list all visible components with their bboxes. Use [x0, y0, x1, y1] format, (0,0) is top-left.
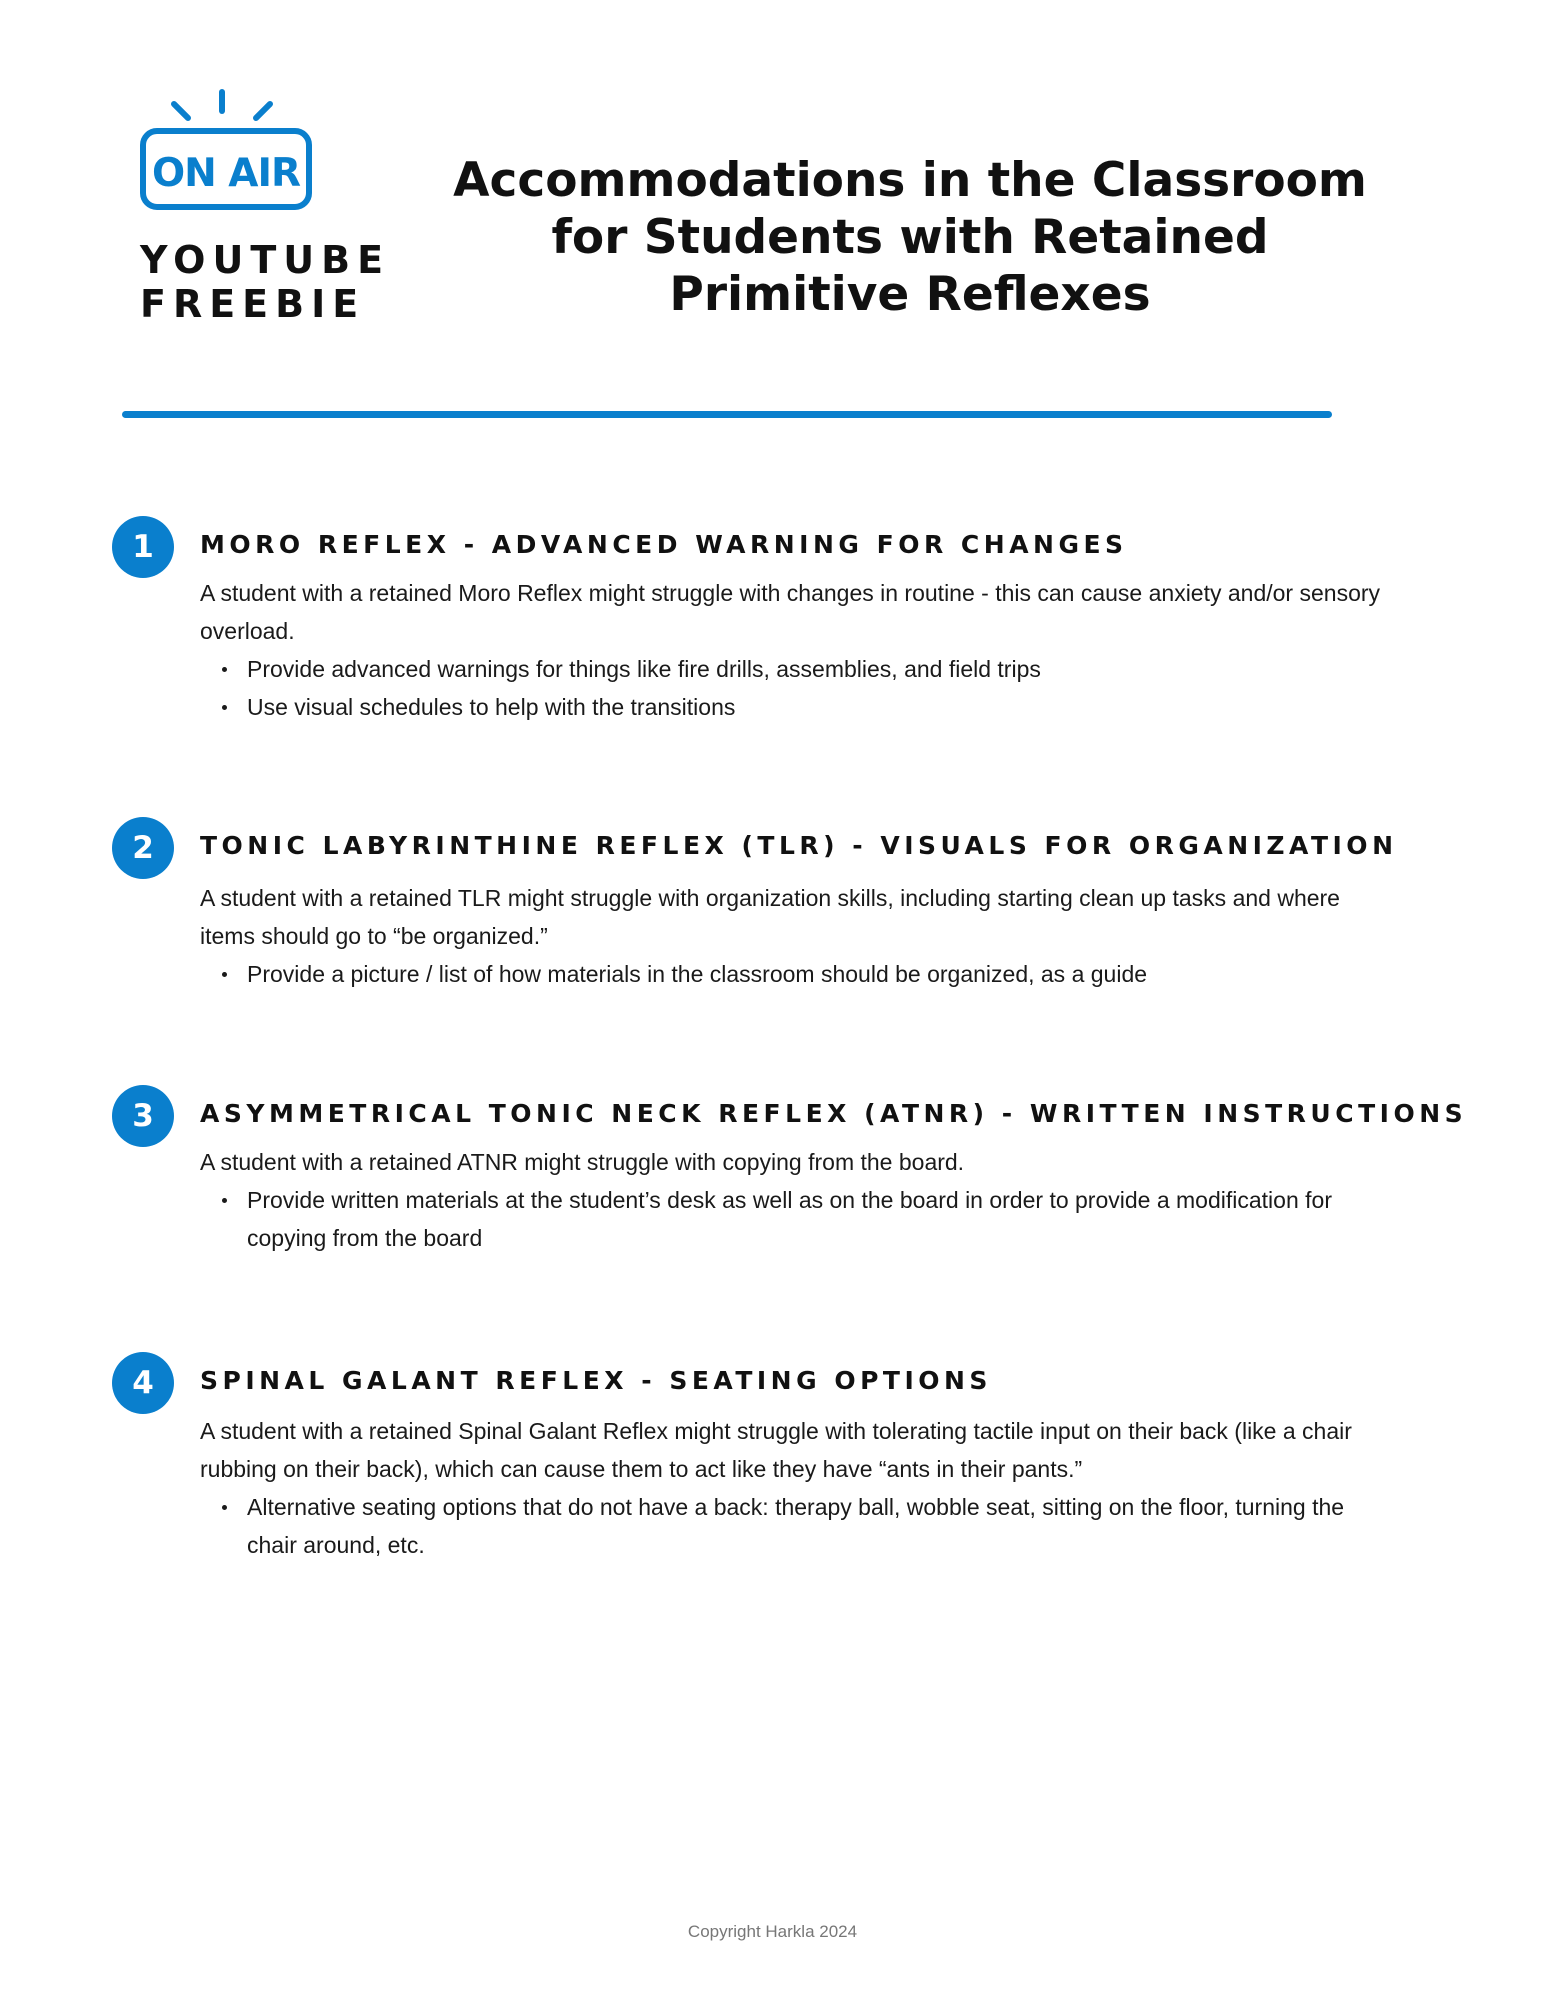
- section-body: [200, 1143, 1400, 1257]
- logo-line-freebie: FREEBIE: [140, 282, 366, 326]
- section-number-badge: 3: [112, 1085, 174, 1147]
- section-heading: MORO REFLEX - ADVANCED WARNING FOR CHANGES: [200, 530, 1128, 559]
- title-line-3: Primitive Reflexes: [669, 267, 1151, 322]
- logo-caption: [140, 238, 390, 326]
- section-paragraph: A student with a retained Spinal Galant Reflex might struggle with tolerating tactile input on their back (like a chair rubbing on their back), which can cause them to act like they have “ants in their pants.”: [200, 1418, 1352, 1482]
- section-number-badge: 4: [112, 1352, 174, 1414]
- on-air-sign-icon: [140, 90, 320, 220]
- title-line-1: Accommodations in the Classroom: [453, 153, 1367, 208]
- bullet-item: Provide a picture / list of how materials in the classroom should be organized, as a guide: [247, 955, 1400, 993]
- section-bullet-list: [200, 650, 1400, 726]
- section-number-badge: 2: [112, 817, 174, 879]
- bullet-item: Provide written materials at the student’s desk as well as on the board in order to provide a modification for copying from the board: [247, 1181, 1400, 1257]
- section-heading: TONIC LABYRINTHINE REFLEX (TLR) - VISUALS FOR ORGANIZATION: [200, 831, 1398, 860]
- section-bullet-list: [200, 1488, 1400, 1564]
- section-body: [200, 1412, 1400, 1564]
- page-title: [430, 152, 1390, 323]
- section-bullet-list: [200, 955, 1400, 993]
- section-paragraph: A student with a retained TLR might struggle with organization skills, including starting clean up tasks and where items should go to “be organized.”: [200, 885, 1340, 949]
- bullet-item: Alternative seating options that do not have a back: therapy ball, wobble seat, sitting on the floor, turning the chair around, etc.: [247, 1488, 1400, 1564]
- bullet-item: Use visual schedules to help with the transitions: [247, 688, 1400, 726]
- logo-line-youtube: YOUTUBE: [140, 238, 391, 282]
- title-line-2: for Students with Retained: [551, 210, 1269, 265]
- copyright-footer: Copyright Harkla 2024: [687, 1922, 858, 1941]
- section-heading: SPINAL GALANT REFLEX - SEATING OPTIONS: [200, 1366, 992, 1395]
- section-heading: ASYMMETRICAL TONIC NECK REFLEX (ATNR) - WRITTEN INSTRUCTIONS: [200, 1099, 1468, 1128]
- title-divider: [122, 411, 1332, 418]
- bullet-item: Provide advanced warnings for things like fire drills, assemblies, and field trips: [247, 650, 1400, 688]
- section-paragraph: A student with a retained Moro Reflex might struggle with changes in routine - this can cause anxiety and/or sensory overload.: [200, 580, 1381, 644]
- section-body: [200, 879, 1400, 993]
- section-paragraph: A student with a retained ATNR might struggle with copying from the board.: [200, 1149, 965, 1175]
- section-number-badge: 1: [112, 516, 174, 578]
- on-air-badge-text: ON AIR: [151, 151, 301, 196]
- on-air-logo: [140, 90, 440, 330]
- section-bullet-list: [200, 1181, 1400, 1257]
- section-body: [200, 574, 1400, 726]
